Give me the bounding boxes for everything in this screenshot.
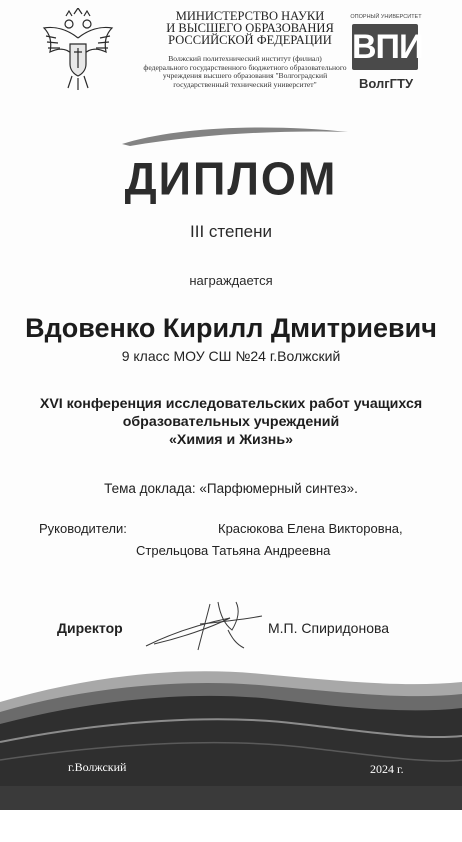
report-topic: Тема доклада: «Парфюмерный синтез». xyxy=(104,481,358,496)
ministry-line: РОССИЙСКОЙ ФЕДЕРАЦИИ xyxy=(168,33,332,47)
diploma-title: ДИПЛОМ xyxy=(124,152,338,205)
logo-caption-top: ОПОРНЫЙ УНИВЕРСИТЕТ xyxy=(350,14,422,20)
diploma-degree: III степени xyxy=(190,222,272,241)
footer-year: 2024 г. xyxy=(370,762,404,776)
recipient-name: Вдовенко Кирилл Дмитриевич xyxy=(25,313,437,343)
ministry-line: И ВЫСШЕГО ОБРАЗОВАНИЯ xyxy=(166,21,334,35)
leaders-label: Руководители: xyxy=(39,521,127,536)
footer-city: г.Волжский xyxy=(68,760,127,774)
leader-name: Стрельцова Татьяна Андреевна xyxy=(136,543,331,558)
institute-name xyxy=(120,55,370,89)
conference-line: «Химия и Жизнь» xyxy=(169,432,293,448)
conference-name xyxy=(0,395,462,449)
institute-line: учреждения высшего образования "Волгоградский xyxy=(162,71,328,81)
director-label: Директор xyxy=(57,620,123,636)
conference-line: XVI конференция исследовательских работ учащихся xyxy=(39,396,423,412)
director-signature xyxy=(140,594,270,658)
decorative-swoosh xyxy=(120,122,350,148)
institute-line: Волжский политехнический институт (филиал) xyxy=(168,54,322,63)
ministry-name xyxy=(150,10,350,46)
director-name: М.П. Спиридонова xyxy=(268,620,390,636)
institute-line: государственный технический университет" xyxy=(173,79,317,89)
conference-line: образовательных учреждений xyxy=(122,414,340,430)
ministry-line: МИНИСТЕРСТВО НАУКИ xyxy=(175,9,325,23)
institute-line: федерального государственного бюджетного образовательного xyxy=(143,62,347,72)
leader-name: Красюкова Елена Викторовна, xyxy=(218,521,403,536)
logo-caption-bottom: ВолгГТУ xyxy=(358,76,414,91)
awarded-caption: награждается xyxy=(189,273,273,288)
footer-wave-decoration xyxy=(0,668,462,842)
double-headed-eagle-emblem xyxy=(38,8,118,94)
recipient-school: 9 класс МОУ СШ №24 г.Волжский xyxy=(121,348,341,364)
vpi-logo-letters: ВПИ xyxy=(352,28,423,66)
